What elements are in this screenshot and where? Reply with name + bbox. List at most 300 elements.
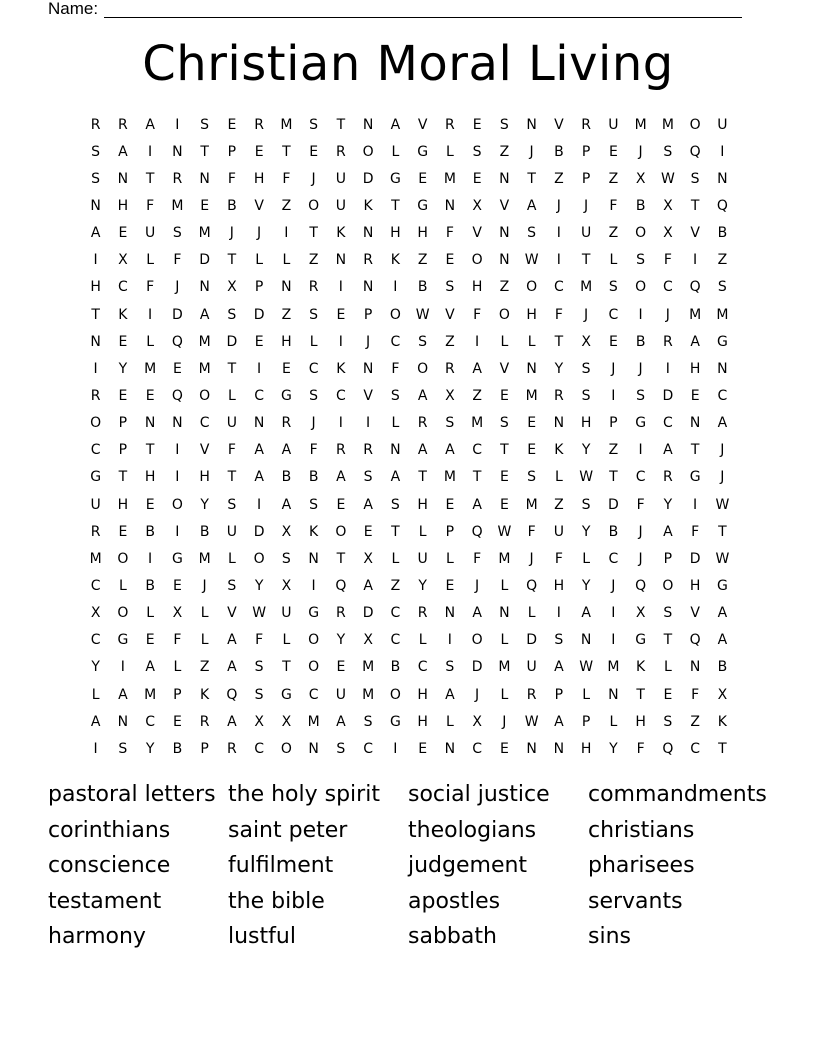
grid-letter: C bbox=[390, 605, 401, 622]
grid-row bbox=[82, 708, 736, 735]
grid-letter: O bbox=[253, 550, 265, 567]
grid-letter: N bbox=[526, 116, 537, 133]
grid-letter: I bbox=[393, 740, 398, 757]
grid-letter: A bbox=[472, 360, 482, 377]
grid-letter: O bbox=[199, 387, 211, 404]
grid-letter: N bbox=[526, 360, 537, 377]
grid-letter: C bbox=[553, 279, 564, 296]
grid-letter: T bbox=[527, 170, 536, 187]
grid-letter: Q bbox=[526, 577, 538, 594]
grid-letter: H bbox=[553, 577, 565, 594]
grid-letter: Q bbox=[335, 577, 347, 594]
grid-letter: L bbox=[527, 605, 536, 622]
grid-letter: E bbox=[145, 387, 155, 404]
grid-letter: N bbox=[499, 170, 510, 187]
grid-letter: K bbox=[336, 360, 346, 377]
grid-letter: I bbox=[366, 415, 371, 432]
grid-letter: W bbox=[415, 306, 430, 323]
grid-letter: L bbox=[200, 605, 209, 622]
grid-letter: J bbox=[665, 306, 670, 323]
grid-letter: R bbox=[445, 360, 455, 377]
grid-letter: M bbox=[471, 415, 484, 432]
grid-letter: L bbox=[146, 333, 155, 350]
grid-letter: L bbox=[418, 632, 427, 649]
grid-letter: R bbox=[90, 523, 101, 540]
grid-letter: I bbox=[638, 442, 643, 459]
grid-letter: L bbox=[91, 686, 100, 703]
grid-letter: J bbox=[529, 143, 534, 160]
grid-letter: B bbox=[717, 225, 728, 242]
grid-row bbox=[82, 600, 736, 627]
grid-letter: M bbox=[144, 686, 157, 703]
grid-letter: U bbox=[608, 116, 619, 133]
grid-letter: C bbox=[390, 333, 401, 350]
grid-letter: R bbox=[336, 442, 346, 459]
grid-letter: M bbox=[498, 659, 511, 676]
grid-letter: X bbox=[445, 387, 455, 404]
grid-letter: E bbox=[445, 496, 455, 513]
grid-letter: I bbox=[148, 550, 153, 567]
grid-letter: H bbox=[90, 279, 101, 296]
grid-letter: V bbox=[472, 225, 482, 242]
grid-letter: O bbox=[117, 550, 129, 567]
grid-row bbox=[82, 382, 736, 409]
grid-letter: S bbox=[581, 496, 591, 513]
grid-row bbox=[82, 274, 736, 301]
grid-letter: E bbox=[118, 225, 128, 242]
grid-letter: S bbox=[499, 415, 509, 432]
grid-letter: A bbox=[445, 442, 455, 459]
grid-letter: O bbox=[90, 415, 102, 432]
grid-letter: C bbox=[390, 632, 401, 649]
grid-letter: K bbox=[118, 306, 128, 323]
grid-letter: J bbox=[529, 550, 534, 567]
grid-letter: Z bbox=[499, 143, 510, 160]
word-bank-item: conscience bbox=[48, 853, 171, 879]
grid-letter: M bbox=[607, 659, 620, 676]
grid-letter: N bbox=[526, 740, 537, 757]
grid-letter: P bbox=[581, 713, 591, 730]
grid-letter: G bbox=[389, 170, 401, 187]
word-bank-item: social justice bbox=[408, 782, 550, 807]
grid-letter: H bbox=[580, 415, 592, 432]
grid-letter: E bbox=[254, 333, 264, 350]
grid-letter: D bbox=[171, 306, 183, 323]
grid-letter: T bbox=[282, 659, 291, 676]
grid-letter: E bbox=[608, 143, 618, 160]
grid-letter: M bbox=[525, 496, 538, 513]
grid-letter: L bbox=[527, 333, 536, 350]
grid-letter: Z bbox=[445, 333, 455, 350]
grid-letter: X bbox=[717, 686, 728, 703]
grid-letter: G bbox=[280, 686, 292, 703]
grid-letter: R bbox=[118, 116, 128, 133]
grid-letter: Z bbox=[417, 252, 428, 269]
grid-letter: Q bbox=[171, 333, 183, 350]
grid-letter: A bbox=[717, 632, 728, 649]
grid-letter: H bbox=[689, 360, 701, 377]
grid-letter: R bbox=[281, 415, 292, 432]
grid-letter: A bbox=[417, 387, 428, 404]
grid-row bbox=[82, 301, 736, 328]
grid-letter: J bbox=[638, 143, 643, 160]
grid-letter: F bbox=[146, 197, 155, 214]
grid-letter: C bbox=[117, 279, 128, 296]
grid-letter: L bbox=[255, 252, 264, 269]
name-underline bbox=[104, 3, 742, 18]
grid-letter: O bbox=[171, 496, 183, 513]
grid-letter: H bbox=[390, 225, 401, 242]
grid-letter: K bbox=[309, 523, 319, 540]
grid-letter: E bbox=[336, 496, 346, 513]
grid-letter: O bbox=[635, 279, 647, 296]
grid-letter: J bbox=[611, 360, 616, 377]
grid-letter: U bbox=[717, 116, 728, 133]
grid-letter: A bbox=[554, 713, 564, 730]
word-bank-item: sins bbox=[588, 924, 631, 950]
grid-letter: H bbox=[417, 225, 428, 242]
grid-letter: Y bbox=[336, 632, 346, 649]
grid-letter: C bbox=[335, 387, 346, 404]
grid-letter: Z bbox=[199, 659, 210, 676]
grid-letter: X bbox=[172, 605, 183, 622]
grid-letter: N bbox=[444, 197, 456, 214]
grid-letter: S bbox=[717, 279, 727, 296]
grid-letter: S bbox=[445, 659, 455, 676]
grid-letter: I bbox=[148, 143, 153, 160]
grid-letter: T bbox=[690, 442, 700, 459]
grid-letter: R bbox=[254, 116, 264, 133]
grid-letter: A bbox=[390, 469, 401, 486]
grid-letter: A bbox=[227, 632, 237, 649]
grid-row bbox=[82, 192, 736, 219]
grid-letter: A bbox=[90, 225, 101, 242]
grid-letter: J bbox=[475, 686, 480, 703]
grid-letter: I bbox=[475, 333, 480, 350]
grid-letter: Z bbox=[472, 387, 482, 404]
grid-letter: S bbox=[418, 333, 428, 350]
grid-letter: B bbox=[145, 523, 155, 540]
grid-letter: T bbox=[718, 523, 727, 540]
grid-letter: I bbox=[611, 632, 616, 649]
grid-letter: I bbox=[311, 577, 316, 594]
grid-letter: F bbox=[636, 740, 645, 757]
grid-letter: O bbox=[662, 577, 674, 594]
grid-letter: V bbox=[199, 442, 210, 459]
grid-letter: Z bbox=[608, 170, 619, 187]
grid-letter: I bbox=[338, 333, 343, 350]
grid-letter: E bbox=[227, 116, 237, 133]
grid-letter: V bbox=[227, 605, 237, 622]
grid-letter: A bbox=[145, 659, 155, 676]
grid-letter: L bbox=[663, 659, 672, 676]
grid-letter: O bbox=[308, 632, 320, 649]
grid-letter: O bbox=[471, 252, 483, 269]
grid-letter: B bbox=[635, 333, 646, 350]
grid-letter: G bbox=[716, 333, 728, 350]
grid-letter: T bbox=[690, 197, 700, 214]
grid-letter: H bbox=[471, 279, 483, 296]
grid-letter: N bbox=[117, 170, 129, 187]
grid-letter: N bbox=[253, 415, 265, 432]
grid-letter: Q bbox=[635, 577, 647, 594]
grid-letter: P bbox=[118, 415, 128, 432]
grid-letter: S bbox=[390, 387, 400, 404]
grid-letter: H bbox=[117, 197, 129, 214]
grid-letter: Z bbox=[281, 197, 292, 214]
grid-letter: B bbox=[145, 577, 155, 594]
grid-letter: V bbox=[499, 360, 510, 377]
grid-letter: I bbox=[148, 306, 153, 323]
grid-letter: M bbox=[498, 550, 511, 567]
grid-letter: J bbox=[638, 550, 643, 567]
grid-letter: S bbox=[445, 279, 455, 296]
grid-letter: L bbox=[282, 252, 291, 269]
grid-letter: H bbox=[417, 713, 428, 730]
grid-letter: F bbox=[527, 523, 536, 540]
grid-letter: Z bbox=[390, 577, 401, 594]
grid-letter: E bbox=[445, 252, 455, 269]
grid-letter: T bbox=[391, 197, 400, 214]
grid-letter: U bbox=[335, 170, 346, 187]
grid-letter: B bbox=[390, 659, 401, 676]
grid-letter: X bbox=[118, 252, 128, 269]
grid-letter: T bbox=[609, 469, 618, 486]
grid-letter: L bbox=[582, 686, 591, 703]
grid-letter: A bbox=[717, 605, 728, 622]
grid-letter: C bbox=[608, 550, 619, 567]
grid-letter: Y bbox=[200, 496, 209, 513]
grid-letter: Z bbox=[554, 170, 564, 187]
grid-letter: B bbox=[281, 469, 292, 486]
grid-letter: O bbox=[308, 197, 320, 214]
grid-letter: F bbox=[391, 360, 400, 377]
grid-letter: R bbox=[581, 116, 591, 133]
grid-letter: F bbox=[609, 197, 618, 214]
grid-letter: P bbox=[254, 279, 264, 296]
grid-letter: U bbox=[281, 605, 292, 622]
grid-letter: L bbox=[500, 577, 509, 594]
grid-letter: L bbox=[609, 252, 618, 269]
grid-letter: I bbox=[720, 143, 725, 160]
grid-row bbox=[82, 545, 736, 572]
grid-letter: T bbox=[200, 143, 209, 160]
grid-letter: S bbox=[309, 116, 319, 133]
grid-letter: A bbox=[690, 333, 700, 350]
grid-letter: K bbox=[363, 197, 373, 214]
grid-letter: A bbox=[118, 143, 128, 160]
grid-letter: T bbox=[309, 225, 318, 242]
grid-letter: W bbox=[579, 659, 594, 676]
grid-letter: A bbox=[363, 577, 373, 594]
grid-letter: J bbox=[638, 360, 643, 377]
grid-letter: I bbox=[120, 659, 125, 676]
grid-letter: R bbox=[336, 605, 346, 622]
grid-letter: K bbox=[717, 713, 727, 730]
grid-letter: N bbox=[362, 225, 374, 242]
grid-letter: A bbox=[90, 713, 101, 730]
grid-letter: B bbox=[199, 523, 210, 540]
grid-letter: I bbox=[284, 225, 289, 242]
grid-letter: S bbox=[200, 116, 210, 133]
grid-letter: S bbox=[663, 605, 673, 622]
grid-letter: L bbox=[418, 523, 427, 540]
word-bank-item: pastoral letters bbox=[48, 782, 216, 807]
grid-letter: O bbox=[526, 279, 538, 296]
grid-letter: D bbox=[526, 632, 538, 649]
grid-letter: C bbox=[417, 659, 428, 676]
grid-letter: E bbox=[118, 523, 128, 540]
grid-letter: E bbox=[118, 333, 128, 350]
grid-letter: W bbox=[524, 713, 539, 730]
grid-letter: H bbox=[526, 306, 537, 323]
grid-letter: L bbox=[445, 550, 454, 567]
grid-letter: M bbox=[280, 116, 293, 133]
grid-letter: U bbox=[335, 686, 346, 703]
grid-letter: Y bbox=[609, 740, 618, 757]
grid-letter: V bbox=[690, 225, 700, 242]
grid-letter: M bbox=[198, 360, 211, 377]
grid-letter: E bbox=[363, 523, 373, 540]
grid-letter: F bbox=[445, 225, 454, 242]
grid-letter: L bbox=[391, 550, 400, 567]
grid-letter: A bbox=[254, 442, 264, 459]
grid-letter: D bbox=[226, 333, 238, 350]
grid-letter: P bbox=[663, 550, 673, 567]
grid-letter: X bbox=[281, 577, 292, 594]
grid-row bbox=[82, 464, 736, 491]
grid-letter: M bbox=[198, 333, 211, 350]
grid-letter: R bbox=[308, 279, 319, 296]
grid-letter: N bbox=[499, 252, 510, 269]
grid-letter: S bbox=[363, 713, 373, 730]
grid-letter: W bbox=[252, 605, 267, 622]
grid-letter: Y bbox=[663, 496, 673, 513]
grid-letter: Z bbox=[690, 713, 700, 730]
grid-letter: T bbox=[336, 116, 346, 133]
grid-letter: F bbox=[554, 550, 563, 567]
grid-letter: E bbox=[200, 197, 210, 214]
grid-letter: P bbox=[554, 686, 564, 703]
grid-letter: H bbox=[417, 496, 428, 513]
grid-letter: Q bbox=[171, 387, 183, 404]
word-bank-item: corinthians bbox=[48, 817, 171, 843]
grid-letter: M bbox=[689, 306, 702, 323]
grid-letter: L bbox=[173, 659, 182, 676]
grid-row bbox=[82, 491, 736, 518]
grid-letter: X bbox=[581, 333, 591, 350]
grid-letter: J bbox=[584, 306, 589, 323]
grid-letter: Z bbox=[499, 279, 510, 296]
word-bank-item: pharisees bbox=[588, 853, 695, 879]
grid-letter: C bbox=[635, 469, 646, 486]
grid-letter: N bbox=[199, 279, 210, 296]
grid-letter: Z bbox=[308, 252, 319, 269]
grid-letter: E bbox=[527, 415, 537, 432]
grid-letter: R bbox=[90, 116, 101, 133]
grid-letter: L bbox=[118, 577, 127, 594]
grid-letter: G bbox=[280, 387, 292, 404]
grid-letter: N bbox=[90, 333, 101, 350]
grid-letter: N bbox=[553, 740, 565, 757]
grid-letter: V bbox=[445, 306, 455, 323]
grid-letter: C bbox=[662, 279, 673, 296]
grid-letter: I bbox=[447, 632, 452, 649]
grid-letter: F bbox=[255, 632, 264, 649]
grid-letter: G bbox=[389, 713, 401, 730]
grid-letter: K bbox=[554, 442, 564, 459]
grid-letter: T bbox=[227, 360, 237, 377]
grid-letter: G bbox=[635, 632, 647, 649]
grid-letter: A bbox=[417, 442, 428, 459]
grid-letter: Q bbox=[689, 143, 701, 160]
grid-row bbox=[82, 437, 736, 464]
grid-letter: R bbox=[526, 686, 537, 703]
grid-letter: N bbox=[444, 740, 456, 757]
grid-letter: X bbox=[363, 632, 373, 649]
grid-letter: Y bbox=[145, 740, 155, 757]
grid-letter: U bbox=[90, 496, 101, 513]
grid-letter: N bbox=[362, 116, 374, 133]
grid-letter: S bbox=[227, 496, 237, 513]
grid-letter: S bbox=[91, 143, 101, 160]
grid-letter: N bbox=[90, 197, 101, 214]
grid-letter: Q bbox=[662, 740, 674, 757]
grid-letter: P bbox=[445, 523, 455, 540]
grid-letter: U bbox=[226, 415, 237, 432]
grid-letter: T bbox=[554, 333, 564, 350]
word-bank-item: theologians bbox=[408, 817, 537, 843]
grid-letter: U bbox=[145, 225, 156, 242]
grid-letter: Y bbox=[118, 360, 128, 377]
grid-letter: X bbox=[281, 523, 292, 540]
grid-letter: R bbox=[554, 387, 564, 404]
grid-letter: K bbox=[390, 252, 400, 269]
grid-letter: N bbox=[362, 279, 374, 296]
grid-letter: W bbox=[524, 252, 539, 269]
grid-letter: M bbox=[198, 550, 211, 567]
grid-letter: I bbox=[693, 252, 698, 269]
grid-letter: X bbox=[635, 605, 646, 622]
grid-letter: U bbox=[553, 523, 564, 540]
grid-letter: C bbox=[363, 740, 374, 757]
grid-letter: L bbox=[391, 143, 400, 160]
grid-letter: P bbox=[609, 415, 618, 432]
grid-letter: T bbox=[472, 469, 482, 486]
grid-letter: S bbox=[636, 252, 646, 269]
grid-letter: I bbox=[93, 360, 98, 377]
grid-letter: Q bbox=[689, 279, 701, 296]
grid-letter: J bbox=[720, 442, 725, 459]
grid-letter: E bbox=[145, 496, 155, 513]
grid-letter: I bbox=[556, 605, 561, 622]
grid-letter: I bbox=[257, 496, 262, 513]
page-title: Christian Moral Living bbox=[142, 36, 674, 92]
grid-letter: A bbox=[554, 659, 564, 676]
grid-letter: E bbox=[418, 740, 428, 757]
grid-letter: X bbox=[663, 225, 673, 242]
grid-letter: Y bbox=[418, 577, 427, 594]
grid-letter: I bbox=[338, 279, 343, 296]
grid-letter: Q bbox=[689, 632, 701, 649]
grid-letter: L bbox=[500, 632, 509, 649]
grid-letter: N bbox=[172, 143, 183, 160]
grid-letter: S bbox=[663, 143, 673, 160]
grid-letter: T bbox=[663, 632, 673, 649]
grid-letter: U bbox=[581, 225, 592, 242]
grid-letter: X bbox=[663, 197, 673, 214]
grid-letter: N bbox=[444, 605, 456, 622]
